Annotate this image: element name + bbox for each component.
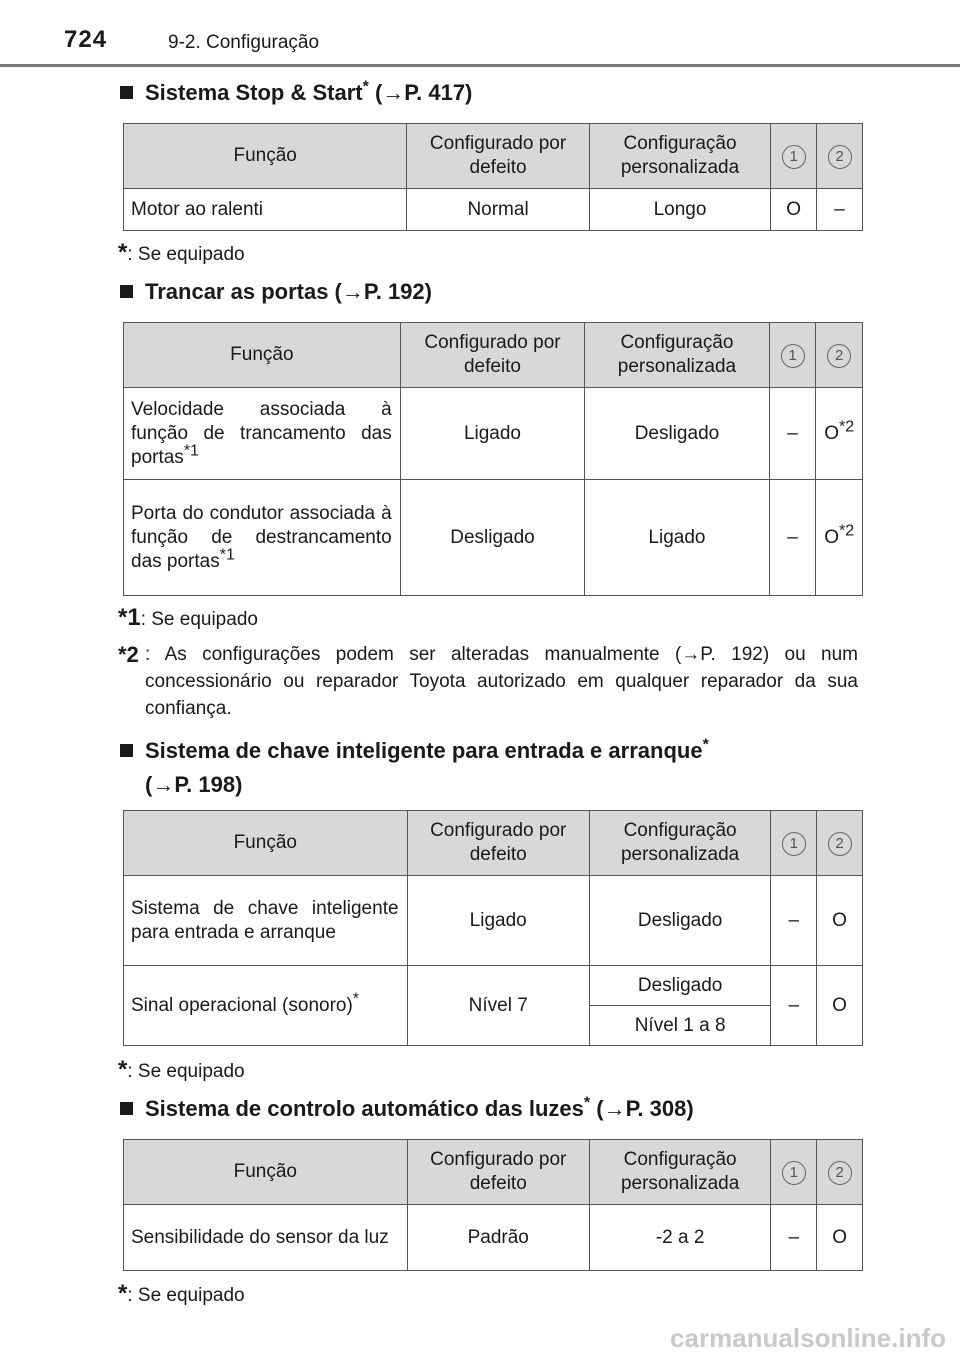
table-row [124, 1205, 863, 1271]
cell-function: Velocidade associada à função de trancamento das portas$^{*1}$ [124, 388, 401, 480]
cell-default: Normal [407, 189, 589, 231]
col-header-default: Configurado por defeito [407, 811, 589, 876]
circled-1-icon: 1 [782, 1161, 806, 1185]
bullet-square-icon [120, 285, 133, 298]
cell-c1: – [771, 1205, 817, 1271]
col-header-1 [771, 124, 817, 189]
table-auto-lights [123, 1139, 863, 1271]
cell-c2: $O^{*2}$ [816, 388, 863, 480]
cell-custom: -2 a 2 [589, 1205, 770, 1271]
col-header-2 [817, 124, 863, 189]
table-row [124, 189, 863, 231]
cell-c2: $O^{*2}$ [816, 480, 863, 596]
col-header-1 [771, 811, 817, 876]
table-row [124, 876, 863, 966]
cell-default: Ligado [407, 876, 589, 966]
cell-default: Ligado [400, 388, 584, 480]
cell-c2: O [817, 966, 863, 1046]
cell-custom: Ligado [585, 480, 769, 596]
cell-c2: – [817, 189, 863, 231]
cell-custom: Desligado [585, 388, 769, 480]
cell-function: Motor ao ralenti [124, 189, 407, 231]
circled-1-icon: 1 [781, 344, 805, 368]
cell-function: Sinal operacional (sonoro)* [124, 966, 408, 1046]
table-door-lock [123, 322, 863, 596]
cell-c1: O [771, 189, 817, 231]
col-header-custom: Configuração personalizada [589, 811, 770, 876]
watermark: carmanualsonline.info [670, 1323, 946, 1353]
heading-smart-key: Sistema de chave inteligente para entrada e arranque* (→P. 198) [120, 734, 840, 802]
col-header-custom: Configuração personalizada [585, 323, 769, 388]
footnote: *1: Se equipado [118, 604, 258, 631]
cell-c2: O [817, 876, 863, 966]
circled-2-icon: 2 [827, 344, 851, 368]
col-header-2 [817, 1140, 863, 1205]
cell-c1: – [769, 480, 816, 596]
cell-default: Nível 7 [407, 966, 589, 1046]
col-header-function: Função [124, 124, 407, 189]
cell-function: Sistema de chave inteligente para entrada e arranque [124, 876, 408, 966]
cell-default: Desligado [400, 480, 584, 596]
circled-2-icon: 2 [828, 145, 852, 169]
footnote: *: Se equipado [118, 239, 245, 266]
page-header [0, 0, 960, 66]
bullet-square-icon [120, 86, 133, 99]
header-divider [0, 64, 960, 67]
col-header-1 [769, 323, 816, 388]
bullet-square-icon [120, 744, 133, 757]
heading-door-lock: Trancar as portas (→P. 192) [120, 277, 432, 307]
bullet-square-icon [120, 1102, 133, 1115]
col-header-default: Configurado por defeito [400, 323, 584, 388]
cell-function: Sensibilidade do sensor da luz [124, 1205, 408, 1271]
circled-2-icon: 2 [828, 1161, 852, 1185]
cell-default: Padrão [407, 1205, 589, 1271]
cell-c1: – [771, 966, 817, 1046]
col-header-default: Configurado por defeito [407, 1140, 589, 1205]
circled-2-icon: 2 [828, 832, 852, 856]
circled-1-icon: 1 [782, 832, 806, 856]
col-header-2 [817, 811, 863, 876]
section-title: 9-2. Configuração [168, 32, 320, 53]
heading-stop-start: Sistema Stop & Start* (→P. 417) [120, 78, 472, 108]
col-header-function: Função [124, 1140, 408, 1205]
col-header-function: Função [124, 323, 401, 388]
cell-c2: O [817, 1205, 863, 1271]
circled-1-icon: 1 [782, 145, 806, 169]
footnote: *2 : As configurações podem ser alteradas manualmente (→P. 192) ou num concessionário ou reparador Toyota autorizado em qualquer reparador da sua confiança. [118, 642, 858, 719]
footnote: *: Se equipado [118, 1280, 245, 1307]
cell-custom: Longo [589, 189, 771, 231]
col-header-function: Função [124, 811, 408, 876]
col-header-custom: Configuração personalizada [589, 1140, 770, 1205]
cell-c1: – [769, 388, 816, 480]
cell-function: Porta do condutor associada à função de destrancamento das portas$^{*1}$ [124, 480, 401, 596]
footnote: *: Se equipado [118, 1056, 245, 1083]
col-header-1 [771, 1140, 817, 1205]
table-stop-start [123, 123, 863, 231]
cell-custom: Desligado [589, 966, 770, 1006]
heading-auto-lights: Sistema de controlo automático das luzes* (→P. 308) [120, 1094, 694, 1124]
col-header-default: Configurado por defeito [407, 124, 589, 189]
cell-c1: – [771, 876, 817, 966]
table-smart-key [123, 810, 863, 1046]
cell-custom: Desligado [589, 876, 770, 966]
col-header-custom: Configuração personalizada [589, 124, 771, 189]
cell-custom: Nível 1 a 8 [589, 1006, 770, 1046]
page-number: 724 [64, 26, 108, 53]
table-row [124, 480, 863, 596]
col-header-2 [816, 323, 863, 388]
table-row [124, 388, 863, 480]
table-row [124, 966, 863, 1006]
